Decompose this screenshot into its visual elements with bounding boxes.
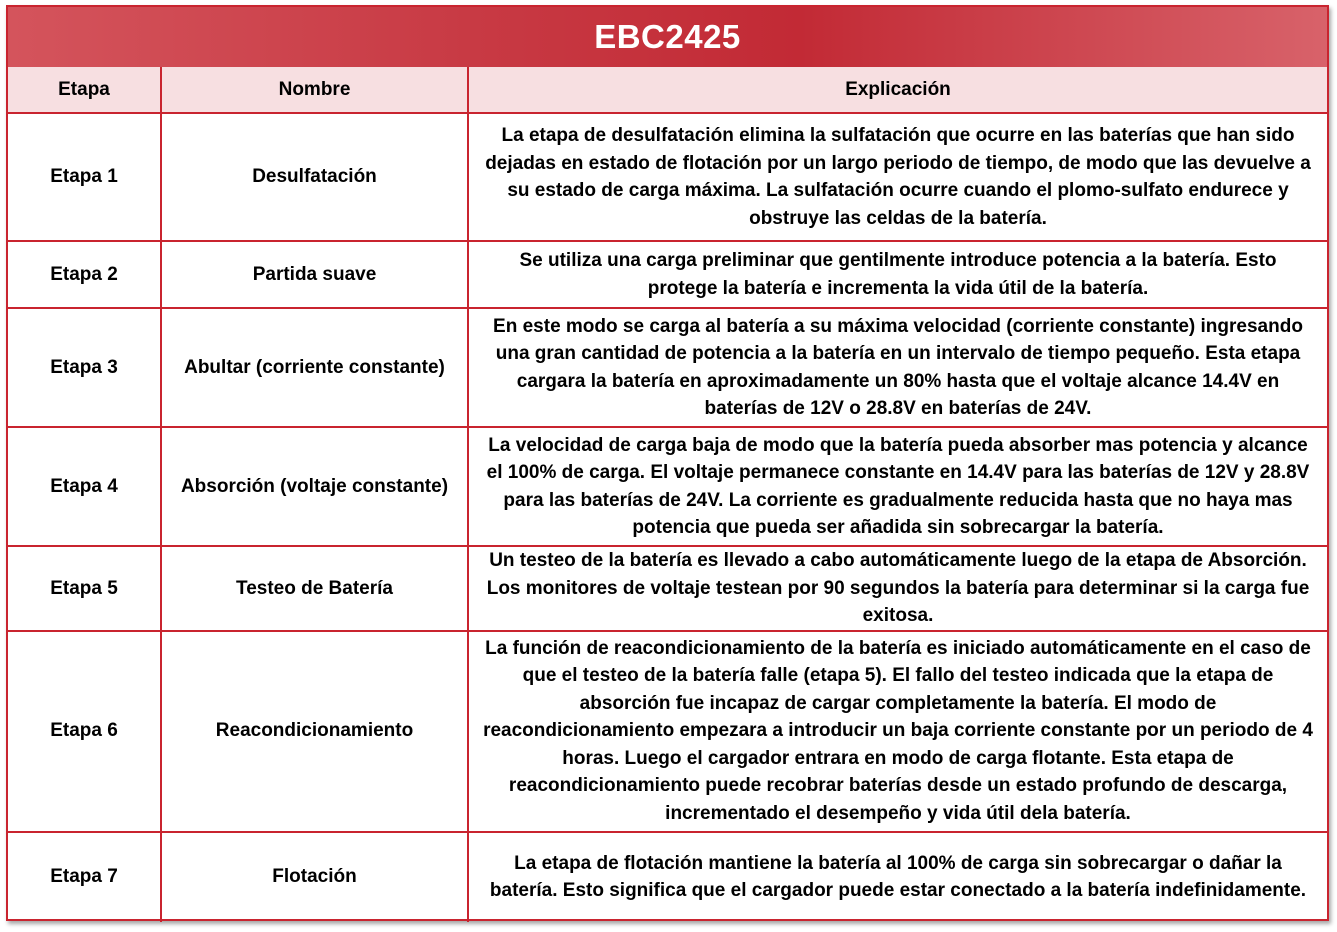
header-explanation: Explicación	[468, 67, 1327, 113]
name-cell: Testeo de Batería	[161, 546, 468, 631]
table-title: EBC2425	[594, 18, 741, 55]
stage-cell: Etapa 3	[8, 308, 161, 427]
explanation-cell: La función de reacondicionamiento de la batería es iniciado automáticamente en el caso de que el testeo de la batería falle (etapa 5). El fallo del testeo indicada que la etapa de absorción fue incapaz de cargar completamente la batería. El modo de reacondicionamiento empezara a introducir un baja corriente constante por un periodo de 4 horas. Luego el cargador entrara en modo de carga flotante. Esta etapa de reacondicionamiento puede recobrar baterías desde un estado profundo de descarga, incrementado el desempeño y vida útil dela batería.	[468, 631, 1327, 832]
name-cell: Absorción (voltaje constante)	[161, 427, 468, 546]
header-row	[8, 67, 1327, 113]
name-cell: Desulfatación	[161, 113, 468, 241]
table-row	[8, 113, 1327, 241]
table-row	[8, 832, 1327, 922]
explanation-cell: En este modo se carga al batería a su máxima velocidad (corriente constante) ingresando una gran cantidad de potencia a la batería en un intervalo de tiempo pequeño. Esta etapa cargara la batería en aproximadamente un 80% hasta que el voltaje alcance 14.4V en baterías de 12V o 28.8V en baterías de 24V.	[468, 308, 1327, 427]
header-name: Nombre	[161, 67, 468, 113]
explanation-cell: La etapa de flotación mantiene la batería al 100% de carga sin sobrecargar o dañar la batería. Esto significa que el cargador puede estar conectado a la batería indefinidamente.	[468, 832, 1327, 922]
explanation-cell: Un testeo de la batería es llevado a cabo automáticamente luego de la etapa de Absorción. Los monitores de voltaje testean por 90 segundos la batería para determinar si la carga fue exitosa.	[468, 546, 1327, 631]
table-row	[8, 631, 1327, 832]
stage-cell: Etapa 4	[8, 427, 161, 546]
name-cell: Reacondicionamiento	[161, 631, 468, 832]
name-cell: Partida suave	[161, 241, 468, 308]
table-row	[8, 546, 1327, 631]
stage-cell: Etapa 7	[8, 832, 161, 922]
stage-cell: Etapa 2	[8, 241, 161, 308]
table-row	[8, 308, 1327, 427]
header-stage: Etapa	[8, 67, 161, 113]
name-cell: Flotación	[161, 832, 468, 922]
stage-cell: Etapa 6	[8, 631, 161, 832]
table-row	[8, 427, 1327, 546]
name-cell: Abultar (corriente constante)	[161, 308, 468, 427]
table-row	[8, 241, 1327, 308]
spec-table-panel	[6, 5, 1329, 921]
explanation-cell: La velocidad de carga baja de modo que la batería pueda absorber mas potencia y alcance el 100% de carga. El voltaje permanece constante en 14.4V para las baterías de 12V y 28.8V para las baterías de 24V. La corriente es gradualmente reducida hasta que no haya mas potencia que pueda ser añadida sin sobrecargar la batería.	[468, 427, 1327, 546]
title-bar	[8, 7, 1327, 67]
explanation-cell: Se utiliza una carga preliminar que gentilmente introduce potencia a la batería. Esto protege la batería e incrementa la vida útil de la batería.	[468, 241, 1327, 308]
stage-cell: Etapa 1	[8, 113, 161, 241]
explanation-cell: La etapa de desulfatación elimina la sulfatación que ocurre en las baterías que han sido dejadas en estado de flotación por un largo periodo de tiempo, de modo que las devuelve a su estado de carga máxima. La sulfatación ocurre cuando el plomo-sulfato endurece y obstruye las celdas de la batería.	[468, 113, 1327, 241]
charging-stages-table	[8, 67, 1327, 922]
stage-cell: Etapa 5	[8, 546, 161, 631]
